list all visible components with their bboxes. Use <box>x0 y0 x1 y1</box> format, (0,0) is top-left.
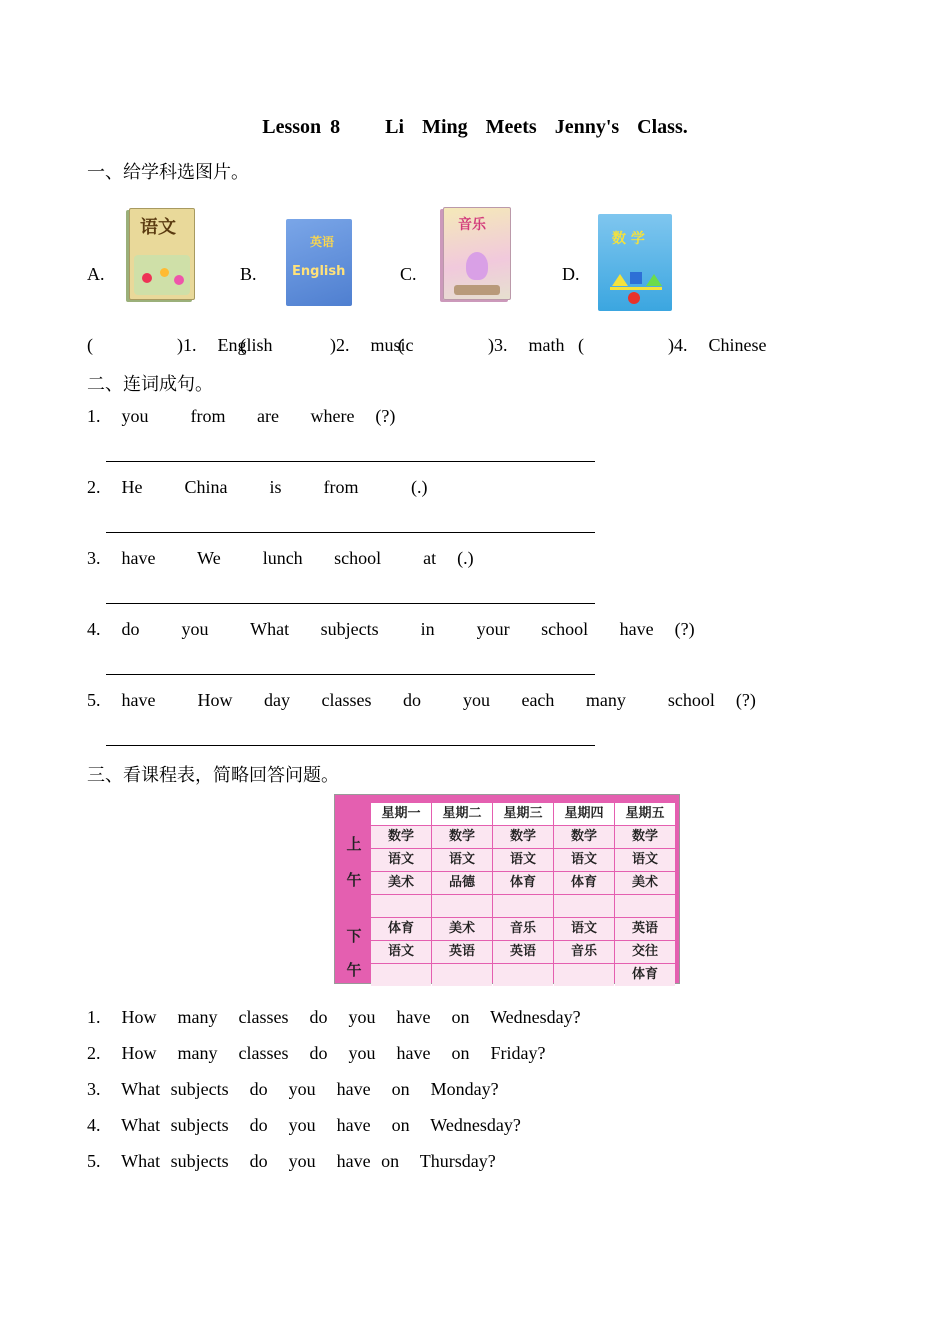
timetable <box>334 794 680 984</box>
match-question-1: ( )1. English <box>87 335 273 355</box>
timetable-question-2: 2. How many classes do you have on Friday? <box>87 1043 546 1063</box>
answer-line-3[interactable] <box>106 603 595 604</box>
answer-line-4[interactable] <box>106 674 595 675</box>
afternoon-label-1: 下 <box>346 927 362 945</box>
timetable-cell: 语文 <box>432 849 492 871</box>
timetable-cell: 体育 <box>554 872 614 894</box>
timetable-cell <box>493 895 553 917</box>
chinese-textbook-icon: 语文 <box>129 208 195 300</box>
option-c-label: C. <box>400 264 417 284</box>
timetable-cell: 数学 <box>554 826 614 848</box>
timetable-cell: 美术 <box>432 918 492 940</box>
timetable-cell: 体育 <box>493 872 553 894</box>
timetable-cell: 体育 <box>371 918 431 940</box>
timetable-cell: 语文 <box>615 849 675 871</box>
option-a-label: A. <box>87 264 105 284</box>
section1-heading: 一、给学科选图片。 <box>87 162 249 183</box>
timetable-cell: 英语 <box>615 918 675 940</box>
reorder-item-3: 3. have We lunch school at (.) <box>87 548 474 568</box>
timetable-cell <box>493 964 553 986</box>
music-textbook-icon: 音乐 <box>443 207 511 300</box>
reorder-item-5: 5. have How day classes do you each many school (?) <box>87 690 756 710</box>
match-question-4: ( )4. Chinese <box>578 335 767 355</box>
timetable-cell: 语文 <box>554 849 614 871</box>
timetable-question-3: 3. What subjects do you have on Monday? <box>87 1079 499 1099</box>
timetable-cell: 音乐 <box>554 941 614 963</box>
timetable-cell: 语文 <box>554 918 614 940</box>
reorder-item-1: 1. you from are where (?) <box>87 406 396 426</box>
timetable-question-4: 4. What subjects do you have on Wednesday? <box>87 1115 521 1135</box>
timetable-cell <box>554 964 614 986</box>
timetable-day-header: 星期一 <box>371 803 431 825</box>
timetable-cell: 数学 <box>615 826 675 848</box>
page-title: Lesson 8 Li Ming Meets Jenny's Class. <box>262 116 688 138</box>
timetable-cell: 英语 <box>493 941 553 963</box>
afternoon-label-2: 午 <box>346 961 362 979</box>
timetable-cell <box>371 964 431 986</box>
option-b-label: B. <box>240 264 257 284</box>
math-textbook-icon: 数 学 <box>598 214 672 311</box>
timetable-cell: 美术 <box>371 872 431 894</box>
english-textbook-icon: 英语 English <box>286 219 352 306</box>
timetable-cell: 品德 <box>432 872 492 894</box>
reorder-item-4: 4. do you What subjects in your school have (?) <box>87 619 695 639</box>
timetable-cell <box>615 895 675 917</box>
section3-heading: 三、看课程表，简略回答问题。 <box>87 765 339 786</box>
timetable-cell <box>554 895 614 917</box>
match-question-3: ( )3. math <box>398 335 565 355</box>
timetable-cell: 音乐 <box>493 918 553 940</box>
timetable-cell: 体育 <box>615 964 675 986</box>
answer-line-1[interactable] <box>106 461 595 462</box>
timetable-day-header: 星期四 <box>554 803 614 825</box>
section2-heading: 二、连词成句。 <box>87 374 213 395</box>
timetable-cell: 数学 <box>432 826 492 848</box>
timetable-day-header: 星期三 <box>493 803 553 825</box>
timetable-cell: 英语 <box>432 941 492 963</box>
timetable-cell: 语文 <box>493 849 553 871</box>
timetable-day-header: 星期五 <box>615 803 675 825</box>
answer-line-5[interactable] <box>106 745 595 746</box>
timetable-cell <box>432 964 492 986</box>
timetable-grid <box>371 803 675 986</box>
timetable-cell <box>432 895 492 917</box>
timetable-cell: 数学 <box>493 826 553 848</box>
timetable-cell: 语文 <box>371 849 431 871</box>
morning-label-2: 午 <box>346 871 362 889</box>
timetable-day-header: 星期二 <box>432 803 492 825</box>
timetable-cell: 语文 <box>371 941 431 963</box>
morning-label-1: 上 <box>346 835 362 853</box>
timetable-cell <box>371 895 431 917</box>
answer-line-2[interactable] <box>106 532 595 533</box>
timetable-cell: 数学 <box>371 826 431 848</box>
timetable-cell: 美术 <box>615 872 675 894</box>
reorder-item-2: 2. He China is from (.) <box>87 477 428 497</box>
timetable-cell: 交往 <box>615 941 675 963</box>
match-question-2: ( )2. music <box>240 335 414 355</box>
option-d-label: D. <box>562 264 580 284</box>
timetable-question-1: 1. How many classes do you have on Wednesday? <box>87 1007 581 1027</box>
timetable-question-5: 5. What subjects do you have on Thursday? <box>87 1151 496 1171</box>
